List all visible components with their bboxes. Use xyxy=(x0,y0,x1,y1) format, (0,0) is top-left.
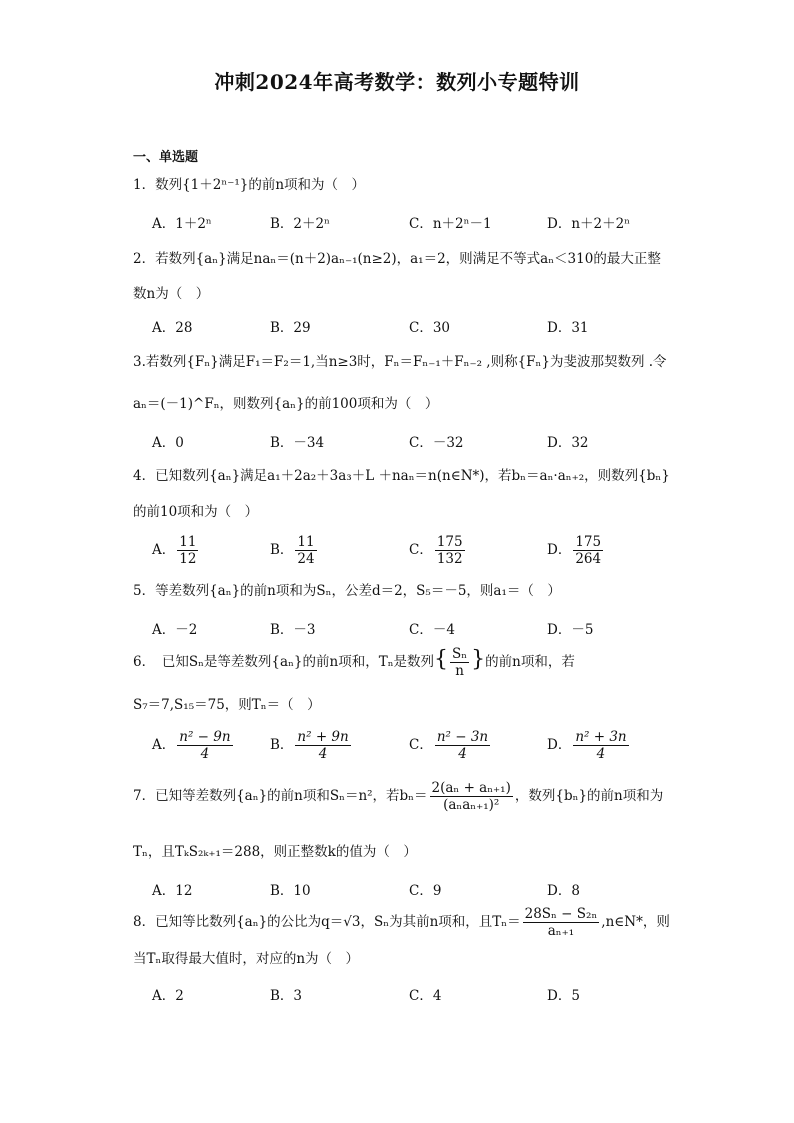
option-d[interactable]: D．31 xyxy=(547,320,589,336)
option-a[interactable]: A．12 xyxy=(152,883,193,899)
question-7-options xyxy=(152,879,752,901)
option-b[interactable]: B． $\frac{\text{n² + 9n}}{4}$ xyxy=(270,729,349,762)
question-6-stem: 6． 已知Sₙ是等差数列{aₙ}的前n项和，Tₙ是数列{ $\frac{\text{Sₙ}}{n}$ }的前n项和，若 xyxy=(133,646,575,679)
option-fraction: $\frac{\text{n² − 9n}}{4}$ xyxy=(179,729,231,762)
option-d[interactable]: D． $\frac{175}{264}$ xyxy=(547,534,602,567)
question-1-stem: 1．数列{1＋2ⁿ⁻¹}的前n项和为（ ） xyxy=(133,177,366,193)
option-b[interactable]: B．10 xyxy=(270,883,311,899)
question-5-stem: 5．等差数列{aₙ}的前n项和为Sₙ，公差d＝2，S₅＝－5，则a₁＝（ ） xyxy=(133,583,561,599)
option-b[interactable]: B．2＋2ⁿ xyxy=(270,216,330,232)
question-6-options xyxy=(152,729,752,765)
option-c[interactable]: C．4 xyxy=(409,988,442,1004)
option-fraction: $\frac{175}{132}$ xyxy=(436,534,463,567)
option-d[interactable]: D．32 xyxy=(547,435,589,451)
question-8-stem-cont: 当Tₙ取得最大值时，对应的n为（ ） xyxy=(133,951,360,967)
question-1-options xyxy=(152,212,752,234)
option-a[interactable]: A．－2 xyxy=(152,622,198,638)
question-2-stem: 2．若数列{aₙ}满足naₙ＝(n＋2)aₙ₋₁(n≥2)，a₁＝2，则满足不等式aₙ＜310的最大正整 xyxy=(133,251,661,267)
question-4-stem-cont: 的前10项和为（ ） xyxy=(133,504,259,520)
option-c[interactable]: C．－32 xyxy=(409,435,464,451)
question-3-options xyxy=(152,431,752,453)
stem-fraction: $\frac{\text{28Sₙ − S₂ₙ}}{\text{aₙ₊₁}}$ xyxy=(524,906,598,939)
question-6-stem-cont: S₇＝7,S₁₅＝75，则Tₙ＝（ ） xyxy=(133,697,321,713)
option-a[interactable]: A．28 xyxy=(152,320,193,336)
option-c[interactable]: C．n＋2ⁿ－1 xyxy=(409,216,492,232)
option-a[interactable]: A．1＋2ⁿ xyxy=(152,216,212,232)
question-4-stem: 4．已知数列{aₙ}满足a₁＋2a₂＋3a₃＋L ＋naₙ＝n(n∈N*)，若bₙ＝aₙ·aₙ₊₂，则数列{bₙ} xyxy=(133,468,670,484)
option-a[interactable]: A． $\frac{\text{n² − 9n}}{4}$ xyxy=(152,729,231,762)
option-fraction: $\frac{175}{264}$ xyxy=(575,534,602,567)
option-d[interactable]: D．8 xyxy=(547,883,580,899)
option-b[interactable]: B．－34 xyxy=(270,435,325,451)
option-a[interactable]: A． $\frac{11}{12}$ xyxy=(152,534,197,567)
option-fraction: $\frac{\text{n² − 3n}}{4}$ xyxy=(436,729,489,762)
option-d[interactable]: D．5 xyxy=(547,988,580,1004)
question-3-stem: 3.若数列{Fₙ}满足F₁＝F₂＝1,当n≥3时，Fₙ＝Fₙ₋₁＋Fₙ₋₂ ,则称{Fₙ}为斐波那契数列 .令 xyxy=(133,354,667,370)
question-5-options xyxy=(152,618,752,640)
option-fraction: $\frac{\text{n² + 9n}}{4}$ xyxy=(297,729,349,762)
option-a[interactable]: A．0 xyxy=(152,435,184,451)
option-c[interactable]: C．－4 xyxy=(409,622,455,638)
page-title: 冲刺2024年高考数学：数列小专题特训 xyxy=(214,70,580,94)
option-c[interactable]: C．30 xyxy=(409,320,451,336)
question-2-options xyxy=(152,316,752,338)
question-2-stem-cont: 数n为（ ） xyxy=(133,286,210,302)
question-8-stem: 8．已知等比数列{aₙ}的公比为q＝√3，Sₙ为其前n项和，且Tₙ＝ $\frac{\text{28Sₙ − S₂ₙ}}{\text{aₙ₊₁}}$ ,n∈N*，则 xyxy=(133,906,670,939)
option-b[interactable]: B． $\frac{11}{24}$ xyxy=(270,534,315,567)
question-7-stem-cont: Tₙ，且TₖS₂ₖ₊₁＝288，则正整数k的值为（ ） xyxy=(133,844,417,860)
option-c[interactable]: C． $\frac{\text{n² − 3n}}{4}$ xyxy=(409,729,489,762)
option-b[interactable]: B．29 xyxy=(270,320,311,336)
option-a[interactable]: A．2 xyxy=(152,988,184,1004)
option-d[interactable]: D．－5 xyxy=(547,622,594,638)
option-d[interactable]: D．n＋2＋2ⁿ xyxy=(547,216,631,232)
option-fraction: $\frac{11}{12}$ xyxy=(179,534,197,567)
question-4-options xyxy=(152,534,752,570)
option-b[interactable]: B．－3 xyxy=(270,622,316,638)
option-fraction: $\frac{11}{24}$ xyxy=(297,534,315,567)
stem-fraction: $\frac{\text{Sₙ}}{n}$ xyxy=(452,646,468,679)
option-b[interactable]: B．3 xyxy=(270,988,303,1004)
stem-fraction: $\frac{\text{2(aₙ + aₙ₊₁)}}{\text{(aₙaₙ₊₁)²}}$ xyxy=(431,780,511,813)
question-8-options xyxy=(152,984,752,1006)
question-3-stem-cont: aₙ＝(－1)^Fₙ，则数列{aₙ}的前100项和为（ ） xyxy=(133,396,439,412)
option-c[interactable]: C． $\frac{175}{132}$ xyxy=(409,534,463,567)
option-d[interactable]: D． $\frac{\text{n² + 3n}}{4}$ xyxy=(547,729,627,762)
section-heading: 一、单选题 xyxy=(133,150,199,165)
option-fraction: $\frac{\text{n² + 3n}}{4}$ xyxy=(575,729,627,762)
option-c[interactable]: C．9 xyxy=(409,883,442,899)
question-7-stem: 7．已知等差数列{aₙ}的前n项和Sₙ＝n²，若bₙ＝ $\frac{\text{2(aₙ + aₙ₊₁)}}{\text{(aₙaₙ₊₁)²}}$ ，数列{bₙ}的前n项和为 xyxy=(133,780,664,813)
